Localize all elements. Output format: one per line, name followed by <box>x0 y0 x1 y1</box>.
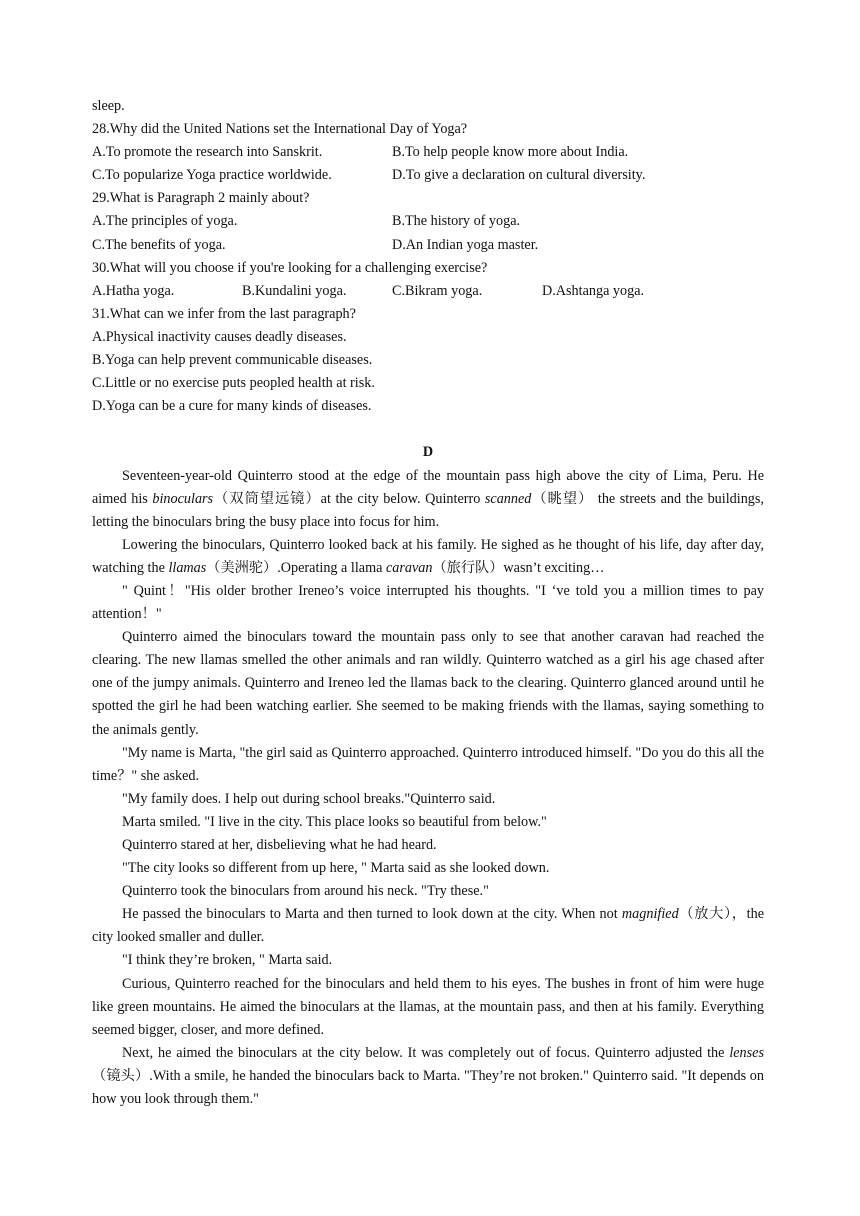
passage-text: Lowering the binoculars, Quinterro looked back at his family. He sighed as he thought of his life, day after day, watching the <box>92 536 764 576</box>
question-31-option-b: B.Yoga can help prevent communicable diseases. <box>92 352 373 369</box>
vocab-word: binoculars <box>152 490 214 507</box>
question-30-options-row <box>92 280 764 303</box>
vocab-gloss: （眺望） <box>531 490 594 507</box>
passage-paragraph-11 <box>92 903 764 949</box>
question-30-option-b: B.Kundalini yoga. <box>242 282 347 299</box>
question-28-options-row-1 <box>92 141 764 164</box>
question-31-stem: 31.What can we infer from the last paragraph? <box>92 305 356 322</box>
passage-text: He passed the binoculars to Marta and then turned to look down at the city. When not <box>122 906 622 923</box>
question-29-option-b: B.The history of yoga. <box>392 213 521 230</box>
passage-paragraph-10: Quinterro took the binoculars from around his neck. "Try these." <box>122 883 489 900</box>
passage-paragraph-3: " Quint！"His older brother Ireneo’s voice interrupted his thoughts. "I ‘ve told you a million times to pay attention！" <box>92 582 764 623</box>
passage-paragraph-14 <box>92 1042 764 1111</box>
vocab-word: caravan <box>385 559 433 576</box>
passage-text: .With a smile, he handed the binoculars back to Marta. "They’re not broken." Quinterro said. "It depends on how you look through them." <box>92 1067 764 1108</box>
passage-paragraph-5: "My name is Marta, "the girl said as Quinterro approached. Quinterro introduced himself. "Do you do this all the time？" she asked. <box>92 744 764 784</box>
passage-paragraph-1 <box>92 465 764 534</box>
question-28-option-d: D.To give a declaration on cultural diversity. <box>392 167 646 184</box>
passage-paragraph-12: "I think they’re broken, " Marta said. <box>122 952 333 969</box>
passage-text: ，the city looked smaller and duller. <box>92 906 764 946</box>
continued-text: sleep. <box>92 98 125 114</box>
question-29-options-row-2 <box>92 234 764 257</box>
question-30-option-d: D.Ashtanga yoga. <box>542 282 645 299</box>
passage-paragraph-2 <box>92 534 764 580</box>
passage-text: .Operating a llama <box>277 559 386 576</box>
passage-text: Seventeen-year-old Quinterro stood at the edge of the mountain pass high above the city of Lima, Peru. He aimed his <box>92 467 764 507</box>
document-page <box>92 95 764 1111</box>
passage-text: Next, he aimed the binoculars at the city below. It was completely out of focus. Quinterro adjusted the <box>122 1044 730 1061</box>
section-heading: D <box>422 444 434 461</box>
passage-paragraph-4: Quinterro aimed the binoculars toward the mountain pass only to see that another caravan had reached the clearing. The new llamas smelled the other animals and ran wildly. Quinterro watched as a girl his age chased after one of the jumpy animals. Quinterro and Ireneo led the llamas back to the clearing. Quinterro glanced around until he spotted the girl he had been watching earlier. She seemed to be making friends with the llamas, saying something to the animals gently. <box>92 629 764 738</box>
question-29-option-a: A.The principles of yoga. <box>92 213 238 230</box>
passage-paragraph-9: "The city looks so different from up here, " Marta said as she looked down. <box>122 860 550 877</box>
passage-text: the streets and the buildings, letting the binoculars bring the busy place into focus for him. <box>92 490 764 530</box>
question-28-option-a: A.To promote the research into Sanskrit. <box>92 144 323 161</box>
question-30-option-c: C.Bikram yoga. <box>392 282 483 299</box>
passage-paragraph-13: Curious, Quinterro reached for the binoculars and held them to his eyes. The bushes in front of him were huge like green mountains. He aimed the binoculars at the llamas, at the mountain pass, and then at his family. Everything seemed bigger, closer, and more defined. <box>92 975 764 1038</box>
passage-paragraph-7: Marta smiled. "I live in the city. This place looks so beautiful from below." <box>122 813 547 830</box>
section-spacer <box>92 418 764 441</box>
question-29-options-row-1 <box>92 210 764 233</box>
vocab-word: llamas <box>168 559 207 576</box>
vocab-gloss: （镜头） <box>92 1067 150 1084</box>
passage-text: wasn’t exciting… <box>503 559 605 576</box>
vocab-gloss: （双筒望远镜） <box>213 490 321 507</box>
vocab-word: lenses <box>729 1044 764 1061</box>
vocab-gloss: （旅行队） <box>432 559 504 576</box>
question-30-option-a: A.Hatha yoga. <box>92 282 175 299</box>
passage-paragraph-8: Quinterro stared at her, disbelieving what he had heard. <box>122 837 437 853</box>
question-29-option-c: C.The benefits of yoga. <box>92 236 226 253</box>
question-31-option-c: C.Little or no exercise puts peopled health at risk. <box>92 375 375 392</box>
question-28-stem: 28.Why did the United Nations set the International Day of Yoga? <box>92 121 468 138</box>
question-30-stem: 30.What will you choose if you're looking for a challenging exercise? <box>92 259 488 276</box>
question-31-option-d: D.Yoga can be a cure for many kinds of diseases. <box>92 398 372 415</box>
question-29-stem: 29.What is Paragraph 2 mainly about? <box>92 190 310 207</box>
vocab-gloss: （美洲驼） <box>206 559 278 576</box>
passage-text: at the city below. Quinterro <box>320 490 485 507</box>
question-28-option-b: B.To help people know more about India. <box>392 144 629 161</box>
vocab-gloss: （放大） <box>678 906 732 923</box>
question-28-option-c: C.To popularize Yoga practice worldwide. <box>92 167 332 184</box>
question-28-options-row-2 <box>92 164 764 187</box>
vocab-word: scanned <box>484 490 532 507</box>
question-29-option-d: D.An Indian yoga master. <box>392 236 539 253</box>
vocab-word: magnified <box>621 906 679 923</box>
question-31-option-a: A.Physical inactivity causes deadly diseases. <box>92 328 347 345</box>
passage-paragraph-6: "My family does. I help out during school breaks."Quinterro said. <box>122 790 496 807</box>
